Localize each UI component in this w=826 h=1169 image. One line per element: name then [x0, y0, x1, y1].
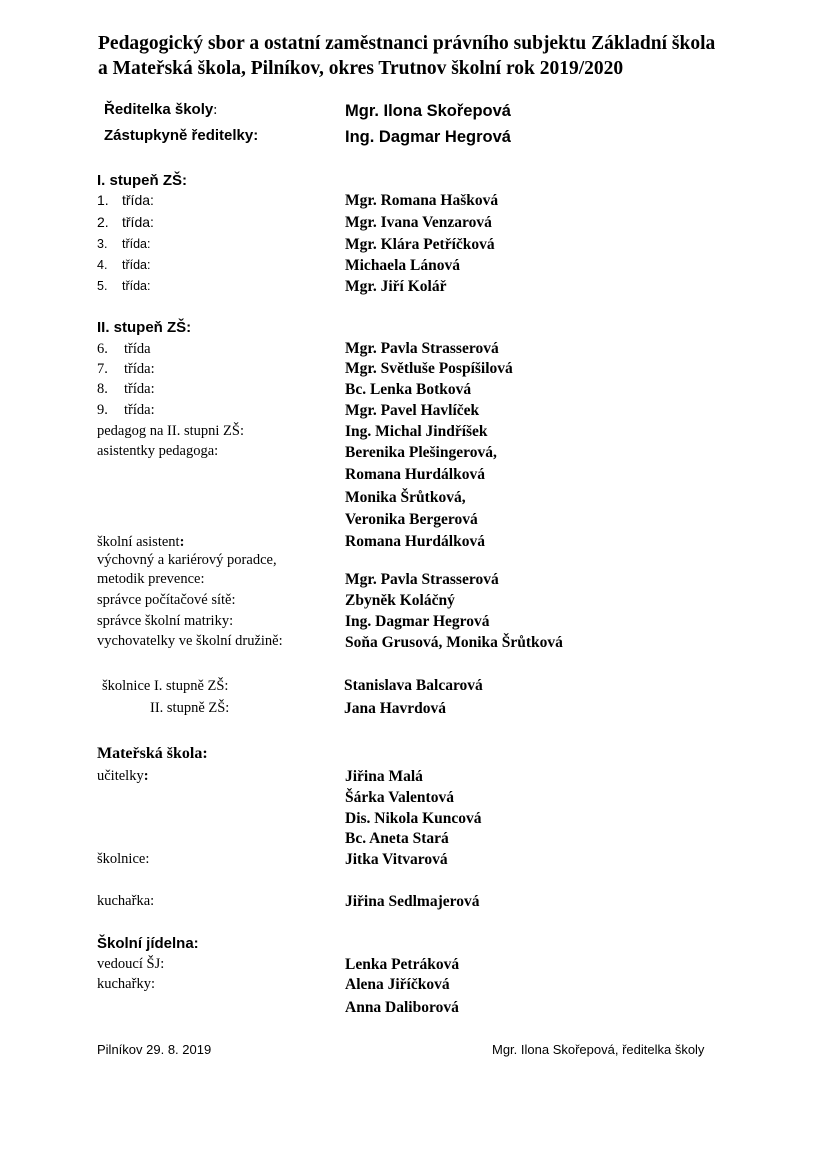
stage2-label-9: třída:	[124, 402, 155, 418]
school-assistant-label-wrap	[97, 535, 184, 550]
school-assistant-label: školní asistent	[97, 534, 180, 550]
stage2-name-8: Bc. Lenka Botková	[345, 381, 472, 398]
kindergarten-teachers-colon: :	[143, 768, 149, 784]
network-admin-label: správce počítačové sítě:	[97, 592, 236, 608]
kindergarten-cook-name: Jiřina Sedlmajerová	[345, 893, 480, 910]
stage1-num-3: 3.	[97, 237, 108, 251]
assistant-4: Veronika Bergerová	[345, 511, 478, 528]
canteen-head-name: Lenka Petráková	[345, 956, 460, 973]
deputy-name: Ing. Dagmar Hegrová	[345, 128, 511, 146]
advisor-label-line1: výchovný a kariérový poradce,	[97, 552, 277, 568]
canteen-cook-1: Alena Jiříčková	[345, 976, 450, 993]
stage2-name-9: Mgr. Pavel Havlíček	[345, 402, 480, 419]
assistant-2: Romana Hurdálková	[345, 466, 485, 483]
canteen-head-label: vedoucí ŠJ:	[97, 956, 165, 972]
advisor-name: Mgr. Pavla Strasserová	[345, 571, 499, 588]
stage1-name-1: Mgr. Romana Hašková	[345, 192, 499, 209]
stage2-label-6: třída	[124, 341, 151, 357]
cleaner-stage1-name: Stanislava Balcarová	[344, 677, 483, 694]
document-title	[98, 31, 715, 81]
cleaner-stage2-name: Jana Havrdová	[344, 700, 447, 717]
footer-place-date: Pilníkov 29. 8. 2019	[97, 1042, 212, 1057]
stage1-num-5: 5.	[97, 279, 108, 293]
assistant-1: Berenika Plešingerová,	[345, 444, 497, 461]
cleaner-stage1-label: školnice I. stupně ZŠ:	[102, 678, 229, 694]
stage2-num-8: 8.	[97, 381, 108, 397]
stage1-name-3: Mgr. Klára Petříčková	[345, 236, 495, 253]
school-assistant-name: Romana Hurdálková	[345, 533, 485, 550]
advisor-label-line2: metodik prevence:	[97, 571, 205, 587]
kindergarten-cook-label: kuchařka:	[97, 893, 155, 909]
stage2-num-6: 6.	[97, 341, 108, 357]
stage1-label-2: třída:	[122, 214, 154, 230]
school-assistant-colon: :	[179, 534, 185, 550]
kindergarten-teacher-1: Jiřina Malá	[345, 768, 423, 785]
assistant-3: Monika Šrůtková,	[345, 489, 466, 506]
stage2-teacher-name: Ing. Michal Jindříšek	[345, 423, 488, 440]
director-name: Mgr. Ilona Skořepová	[345, 102, 511, 120]
stage1-num-2: 2.	[97, 214, 109, 230]
stage2-heading: II. stupeň ZŠ:	[97, 319, 192, 336]
kindergarten-teachers-label: učitelky	[97, 768, 144, 784]
after-school-club-label: vychovatelky ve školní družině:	[97, 633, 283, 649]
deputy-label: Zástupkyně ředitelky:	[104, 127, 259, 144]
kindergarten-teachers-label-wrap	[97, 769, 149, 784]
kindergarten-teacher-2: Šárka Valentová	[345, 789, 454, 806]
stage1-num-1: 1.	[97, 192, 109, 208]
stage1-label-1: třída:	[122, 192, 154, 208]
kindergarten-caretaker-name: Jitka Vitvarová	[345, 851, 448, 868]
stage1-label-3: třída:	[122, 237, 151, 251]
stage2-teacher-label: pedagog na II. stupni ZŠ:	[97, 423, 244, 439]
assistants-label: asistentky pedagoga:	[97, 443, 219, 459]
footer-signature: Mgr. Ilona Skořepová, ředitelka školy	[492, 1042, 705, 1057]
director-label-wrap	[104, 102, 217, 118]
stage1-name-5: Mgr. Jiří Kolář	[345, 278, 447, 295]
registry-admin-label: správce školní matriky:	[97, 613, 234, 629]
kindergarten-teacher-3: Dis. Nikola Kuncová	[345, 810, 482, 827]
stage1-num-4: 4.	[97, 258, 108, 272]
stage2-name-6: Mgr. Pavla Strasserová	[345, 340, 499, 357]
stage2-num-7: 7.	[97, 361, 108, 377]
title-line-1: Pedagogický sbor a ostatní zaměstnanci právního subjektu Základní škola	[98, 33, 716, 54]
stage1-label-5: třída:	[122, 279, 151, 293]
stage2-label-8: třída:	[124, 381, 155, 397]
canteen-heading: Školní jídelna:	[97, 935, 199, 952]
stage1-name-4: Michaela Lánová	[345, 257, 460, 274]
stage1-name-2: Mgr. Ivana Venzarová	[345, 214, 492, 231]
kindergarten-heading: Mateřská škola:	[97, 745, 208, 762]
canteen-cook-2: Anna Daliborová	[345, 999, 459, 1016]
stage2-name-7: Mgr. Světluše Pospíšilová	[345, 360, 513, 377]
after-school-club-names: Soňa Grusová, Monika Šrůtková	[345, 634, 563, 651]
stage1-label-4: třída:	[122, 258, 151, 272]
registry-admin-name: Ing. Dagmar Hegrová	[345, 613, 490, 630]
cleaner-stage2-label: II. stupně ZŠ:	[150, 700, 230, 716]
title-line-2: a Mateřská škola, Pilníkov, okres Trutnov školní rok 2019/2020	[98, 58, 624, 79]
network-admin-name: Zbyněk Koláčný	[345, 592, 455, 609]
kindergarten-teacher-4: Bc. Aneta Stará	[345, 830, 449, 847]
director-colon: :	[213, 102, 218, 118]
canteen-cooks-label: kuchařky:	[97, 976, 155, 992]
stage2-num-9: 9.	[97, 402, 108, 418]
stage2-label-7: třída:	[124, 361, 155, 377]
kindergarten-caretaker-label: školnice:	[97, 851, 150, 867]
director-label: Ředitelka školy	[104, 101, 214, 118]
stage1-heading: I. stupeň ZŠ:	[97, 172, 187, 189]
